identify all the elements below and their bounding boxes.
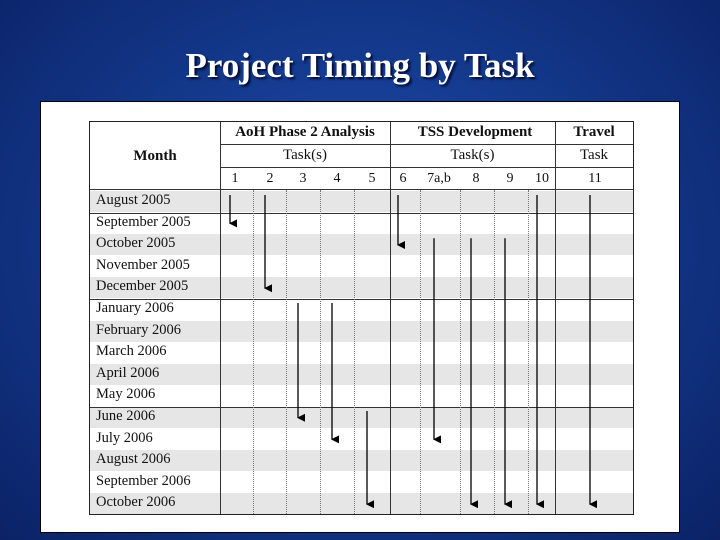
month-label: October 2006 xyxy=(96,494,176,511)
task-number: 9 xyxy=(506,171,514,186)
month-label: July 2006 xyxy=(96,429,153,446)
task-number: 11 xyxy=(588,171,602,186)
task-number: 2 xyxy=(266,171,274,186)
task-timeline-arrows xyxy=(90,122,633,514)
month-label: September 2005 xyxy=(96,213,191,230)
gantt-table xyxy=(89,121,634,515)
month-label: November 2005 xyxy=(96,256,190,273)
task-number: 6 xyxy=(399,171,407,186)
task-number: 8 xyxy=(472,171,480,186)
month-label: December 2005 xyxy=(96,278,189,295)
task-number: 4 xyxy=(333,171,341,186)
task-number: 1 xyxy=(231,171,239,186)
group-header-aoh: AoH Phase 2 Analysis xyxy=(235,124,375,140)
group-subheader-aoh: Task(s) xyxy=(283,147,327,163)
month-label: October 2005 xyxy=(96,235,176,252)
task-number: 7a,b xyxy=(427,171,451,186)
month-label: February 2006 xyxy=(96,321,181,338)
group-header-travel: Travel xyxy=(573,124,615,140)
month-label: March 2006 xyxy=(96,343,167,360)
month-header: Month xyxy=(133,148,177,164)
task-number: 10 xyxy=(535,171,549,186)
month-label: August 2006 xyxy=(96,451,171,468)
group-subheader-travel: Task xyxy=(579,147,609,163)
month-label: May 2006 xyxy=(96,386,156,403)
month-label: September 2006 xyxy=(96,472,191,489)
task-number: 3 xyxy=(299,171,307,186)
month-label: January 2006 xyxy=(96,300,174,316)
group-header-tss: TSS Development xyxy=(417,124,533,140)
slide-title: Project Timing by Task xyxy=(185,46,535,85)
group-subheader-tss: Task(s) xyxy=(450,147,495,163)
task-number: 5 xyxy=(368,171,376,186)
gantt-figure xyxy=(40,101,680,533)
month-label: August 2005 xyxy=(96,192,171,208)
month-label: April 2006 xyxy=(96,364,160,381)
month-label: June 2006 xyxy=(96,408,156,424)
